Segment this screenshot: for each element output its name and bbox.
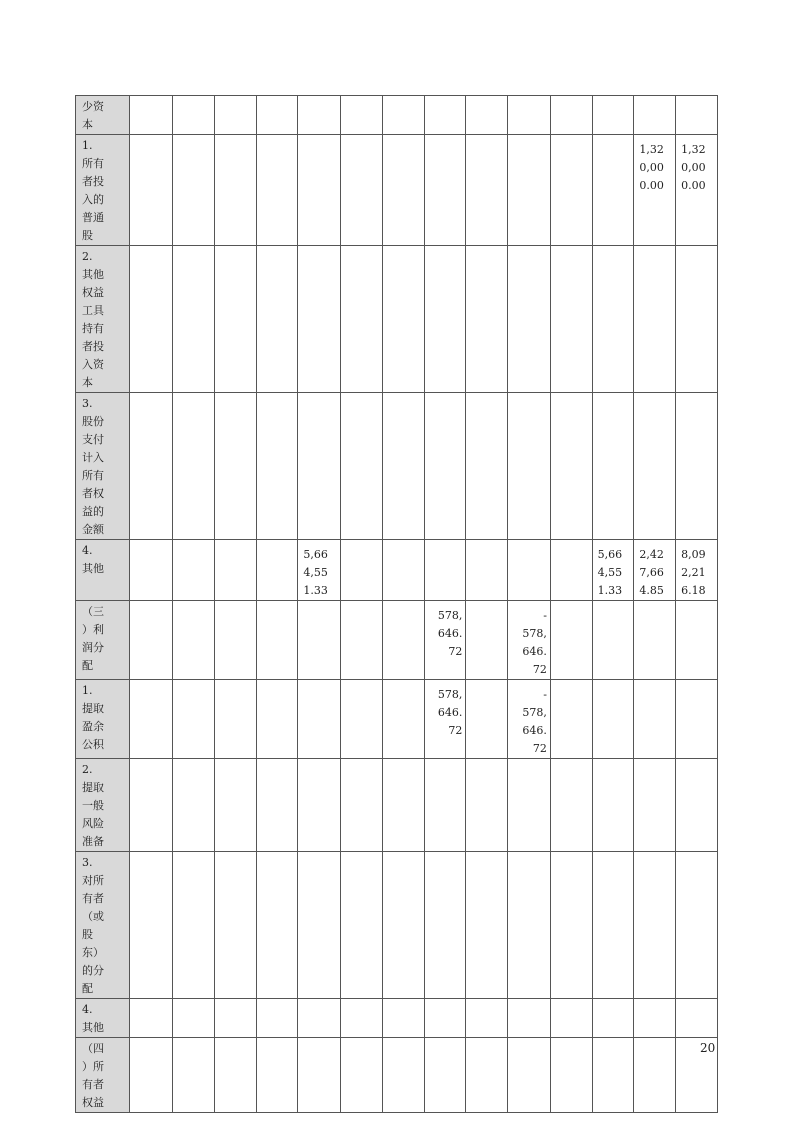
table-cell (550, 393, 592, 540)
table-cell: - 578, 646. 72 (508, 601, 551, 680)
table-cell (508, 540, 551, 601)
table-cell (466, 601, 508, 680)
table-cell (676, 96, 718, 135)
table-cell (214, 1038, 256, 1113)
table-cell (592, 246, 634, 393)
table-cell (676, 852, 718, 999)
table-cell (341, 96, 383, 135)
table-cell (214, 393, 256, 540)
table-cell (466, 96, 508, 135)
table-cell (173, 1038, 215, 1113)
table-cell (130, 601, 173, 680)
table-cell (508, 1038, 551, 1113)
table-cell (382, 540, 424, 601)
table-cell (341, 601, 383, 680)
table-cell (130, 393, 173, 540)
table-cell (550, 852, 592, 999)
table-cell (382, 680, 424, 759)
table-cell (466, 393, 508, 540)
table-cell (508, 759, 551, 852)
table-cell (382, 1038, 424, 1113)
table-cell (173, 540, 215, 601)
table-cell (298, 1038, 341, 1113)
table-cell (173, 999, 215, 1038)
table-cell (214, 601, 256, 680)
table-cell (676, 999, 718, 1038)
table-cell: 5,66 4,55 1.33 (592, 540, 634, 601)
table-cell (550, 1038, 592, 1113)
row-label: 1. 提取 盈余 公积 (76, 680, 130, 759)
row-label: 3. 对所 有者 （或 股 东） 的分 配 (76, 852, 130, 999)
table-cell (256, 759, 298, 852)
table-cell: 2,42 7,66 4.85 (634, 540, 676, 601)
table-cell (382, 852, 424, 999)
table-cell (298, 759, 341, 852)
table-cell (508, 852, 551, 999)
table-cell (382, 999, 424, 1038)
row-label: 2. 提取 一般 风险 准备 (76, 759, 130, 852)
table-cell (550, 540, 592, 601)
table-cell (508, 393, 551, 540)
table-row (76, 759, 718, 852)
table-cell (256, 999, 298, 1038)
table-cell (676, 393, 718, 540)
table-cell (298, 999, 341, 1038)
table-cell (173, 601, 215, 680)
table-cell (173, 759, 215, 852)
table-cell (173, 852, 215, 999)
table-cell (508, 96, 551, 135)
table-cell (256, 1038, 298, 1113)
table-cell (341, 135, 383, 246)
table-cell (676, 246, 718, 393)
table-cell (592, 1038, 634, 1113)
table-cell (341, 852, 383, 999)
table-cell (382, 393, 424, 540)
table-cell (508, 135, 551, 246)
row-label: 少资 本 (76, 96, 130, 135)
table-row (76, 680, 718, 759)
table-cell (466, 1038, 508, 1113)
table-cell (424, 1038, 466, 1113)
table-cell (341, 680, 383, 759)
table-cell (592, 852, 634, 999)
table-cell (676, 759, 718, 852)
table-cell (214, 999, 256, 1038)
table-cell (634, 96, 676, 135)
table-cell (550, 601, 592, 680)
table-cell: 578, 646. 72 (424, 601, 466, 680)
table-cell (214, 680, 256, 759)
table-cell (130, 1038, 173, 1113)
table-cell (256, 601, 298, 680)
table-cell (256, 540, 298, 601)
table-cell (424, 135, 466, 246)
table-row (76, 1038, 718, 1113)
table-cell (466, 540, 508, 601)
table-row (76, 999, 718, 1038)
table-cell (466, 852, 508, 999)
table-cell (508, 246, 551, 393)
table-cell (508, 999, 551, 1038)
table-cell (130, 96, 173, 135)
table-cell (173, 135, 215, 246)
table-cell (550, 759, 592, 852)
table-cell (424, 246, 466, 393)
row-label: 3. 股份 支付 计入 所有 者权 益的 金额 (76, 393, 130, 540)
row-label: 1. 所有 者投 入的 普通 股 (76, 135, 130, 246)
table-cell (298, 680, 341, 759)
table-cell (634, 852, 676, 999)
table-cell (256, 393, 298, 540)
table-cell (298, 246, 341, 393)
table-cell (634, 1038, 676, 1113)
table-cell (130, 999, 173, 1038)
table-cell (382, 246, 424, 393)
table-cell (424, 96, 466, 135)
table-cell (424, 540, 466, 601)
row-label: 4. 其他 (76, 999, 130, 1038)
table-cell (634, 759, 676, 852)
table-cell (214, 852, 256, 999)
table-cell (592, 601, 634, 680)
table-cell (382, 96, 424, 135)
row-label: 4. 其他 (76, 540, 130, 601)
table-cell: 1,32 0,00 0.00 (634, 135, 676, 246)
table-cell (214, 96, 256, 135)
table-cell (256, 852, 298, 999)
page-number: 20 (700, 1041, 716, 1055)
table-cell (634, 393, 676, 540)
table-cell (382, 135, 424, 246)
table-row (76, 246, 718, 393)
row-label: （三 ）利 润分 配 (76, 601, 130, 680)
table-row (76, 601, 718, 680)
table-cell (550, 999, 592, 1038)
table-cell (466, 246, 508, 393)
table-cell: 5,66 4,55 1.33 (298, 540, 341, 601)
table-cell (341, 1038, 383, 1113)
table-cell (173, 680, 215, 759)
table-cell (634, 246, 676, 393)
table-cell (256, 96, 298, 135)
table-cell (550, 246, 592, 393)
table-cell (676, 601, 718, 680)
table-cell: - 578, 646. 72 (508, 680, 551, 759)
table-cell (424, 759, 466, 852)
table-cell (592, 393, 634, 540)
table-row (76, 135, 718, 246)
table-cell (298, 852, 341, 999)
table-cell (298, 393, 341, 540)
table-cell (466, 680, 508, 759)
table-cell (130, 246, 173, 393)
row-label: 2. 其他 权益 工具 持有 者投 入资 本 (76, 246, 130, 393)
table-cell (173, 393, 215, 540)
table-cell (466, 759, 508, 852)
table-cell (424, 852, 466, 999)
table-cell (341, 246, 383, 393)
table-cell (550, 680, 592, 759)
table-row (76, 393, 718, 540)
table-cell (130, 680, 173, 759)
table-cell (173, 96, 215, 135)
table-cell (256, 135, 298, 246)
table-row (76, 852, 718, 999)
table-cell (341, 759, 383, 852)
table-cell (130, 759, 173, 852)
table-cell: 1,32 0,00 0.00 (676, 135, 718, 246)
table-cell (382, 759, 424, 852)
row-label: （四 ）所 有者 权益 (76, 1038, 130, 1113)
table-cell (634, 999, 676, 1038)
table-cell (592, 96, 634, 135)
table-cell (256, 246, 298, 393)
table-cell (341, 999, 383, 1038)
table-cell (466, 999, 508, 1038)
table-row (76, 96, 718, 135)
table-cell (634, 601, 676, 680)
table-cell (466, 135, 508, 246)
table-cell (424, 393, 466, 540)
table-cell (550, 96, 592, 135)
table-cell (298, 96, 341, 135)
table-cell (592, 680, 634, 759)
table-cell (341, 393, 383, 540)
table-cell (382, 601, 424, 680)
table-cell (214, 246, 256, 393)
table-cell (173, 246, 215, 393)
table-cell (214, 759, 256, 852)
table-cell (130, 540, 173, 601)
table-cell (592, 759, 634, 852)
table-cell (130, 852, 173, 999)
table-cell (634, 680, 676, 759)
table-cell (130, 135, 173, 246)
table-cell: 8,09 2,21 6.18 (676, 540, 718, 601)
table-cell (298, 135, 341, 246)
equity-changes-table (75, 95, 718, 1113)
table-cell (592, 999, 634, 1038)
table-cell (341, 540, 383, 601)
table-cell: 578, 646. 72 (424, 680, 466, 759)
table-cell (592, 135, 634, 246)
table-cell (214, 540, 256, 601)
table-cell (550, 135, 592, 246)
table-cell (298, 601, 341, 680)
table-cell (676, 680, 718, 759)
table-cell (424, 999, 466, 1038)
table-cell (256, 680, 298, 759)
table-row (76, 540, 718, 601)
table-cell (214, 135, 256, 246)
